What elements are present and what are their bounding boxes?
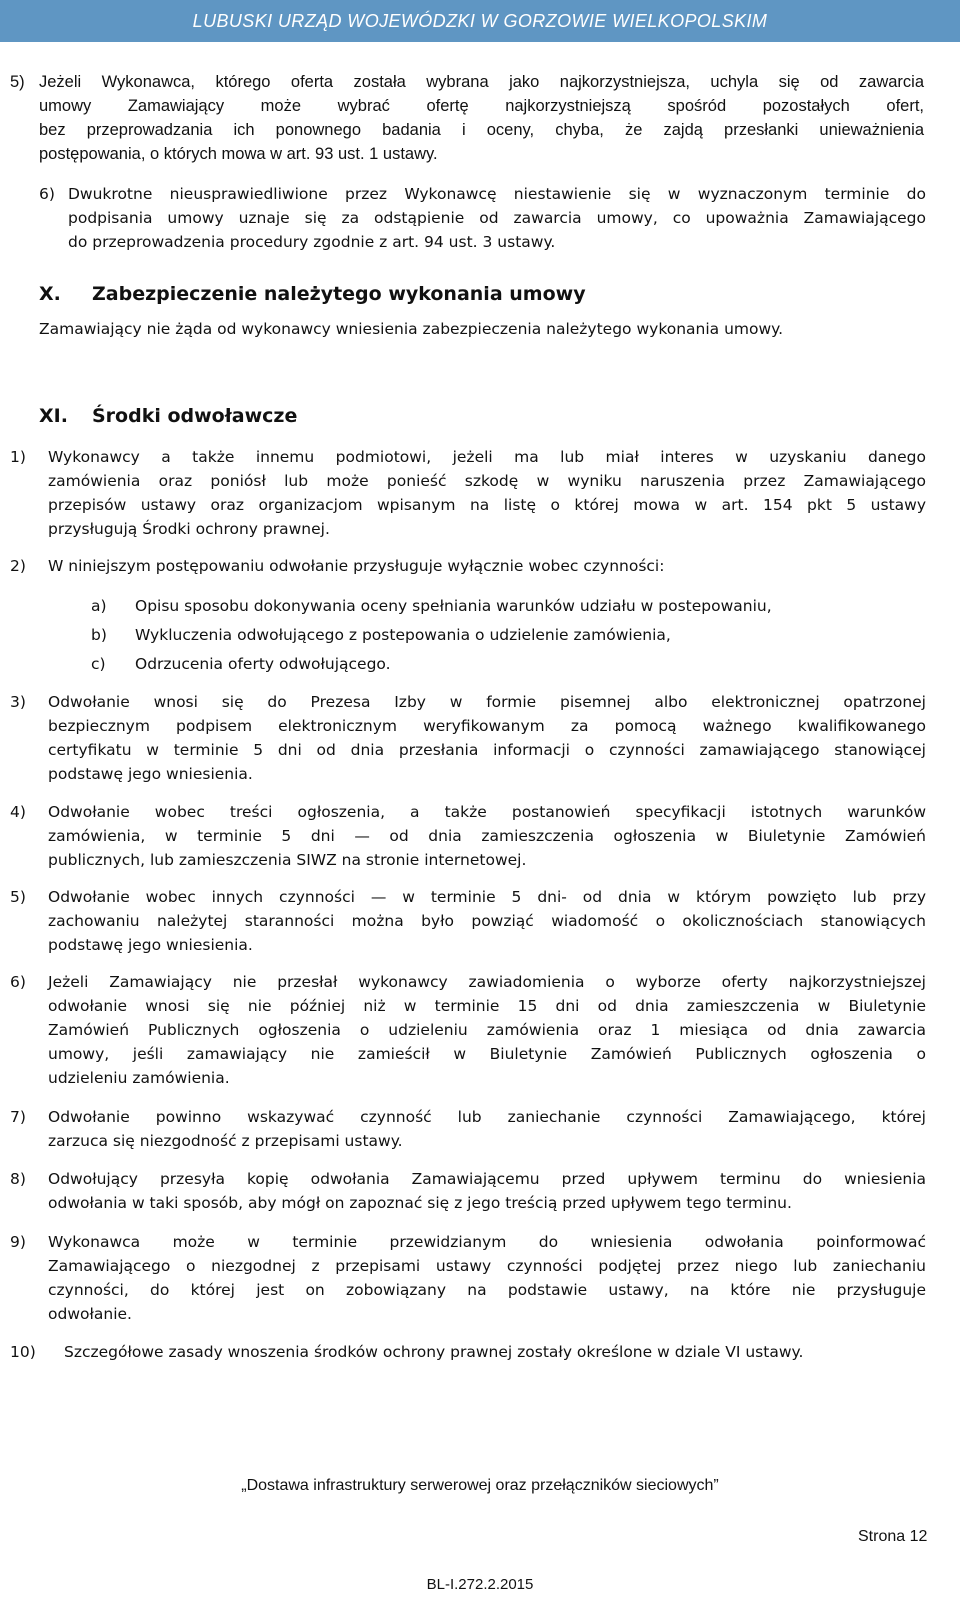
sub-item-a: Opisu sposobu dokonywania oceny spełniania warunków udziału w postepowaniu,: [135, 597, 772, 615]
text-line: podpisania umowy uznaje się za odstąpienie od zawarcia umowy, co upoważnia Zamawiającego: [68, 209, 926, 227]
text-line: bezpiecznym podpisem elektronicznym weryfikowanym za pomocą ważnego kwalifikowanego: [48, 717, 926, 735]
item-number: 4): [10, 803, 26, 821]
header-title: LUBUSKI URZĄD WOJEWÓDZKI W GORZOWIE WIELKOPOLSKIM: [192, 10, 768, 31]
paragraph-5: [39, 70, 924, 166]
text-line: zarzuca się niezgodność z przepisami ustawy.: [48, 1132, 403, 1150]
item-number: 8): [10, 1170, 26, 1188]
footer-title: „Dostawa infrastruktury serwerowej oraz przełączników sieciowych”: [241, 1477, 719, 1494]
item-number: 1): [10, 448, 26, 466]
text-line: Odwołanie wobec innych czynności — w terminie 5 dni- od dnia w którym powzięto lub przy: [48, 888, 926, 906]
text-line: przysługują Środki ochrony prawnej.: [48, 520, 330, 538]
sub-letter: a): [91, 597, 107, 615]
item-5: [48, 885, 926, 957]
text-line: certyfikatu w terminie 5 dni od dnia przesłania informacji o czynności zamawiającego stanowiącej: [48, 741, 926, 759]
section-number: XI.: [39, 405, 68, 427]
sub-item-b: Wykluczenia odwołującego z postepowania o udzielenie zamówienia,: [135, 626, 671, 644]
item-1: [48, 445, 926, 541]
text-line: przepisów ustawy oraz organizacjom wpisanym na listę o której mowa w art. 154 pkt 5 ustawy: [48, 496, 926, 514]
text-line: Zamówień Publicznych ogłoszenia o udzieleniu zamówienia oraz 1 miesiąca od dnia zawarcia: [48, 1021, 926, 1039]
item-number: 9): [10, 1233, 26, 1251]
text-line: Dwukrotne nieusprawiedliwione przez Wykonawcę niestawienie się w wyznaczonym terminie do: [68, 185, 926, 203]
item-number: 6): [10, 973, 26, 991]
section-title: Zabezpieczenie należytego wykonania umowy: [92, 283, 586, 305]
page-number: Strona 12: [858, 1528, 928, 1545]
sub-letter: c): [91, 655, 106, 673]
text-line: publicznych, lub zamieszczenia SIWZ na stronie internetowej.: [48, 851, 527, 869]
text-line: czynności, do której jest on zobowiązany na podstawie ustawy, na które nie przysługuje: [48, 1281, 926, 1299]
item-6: [48, 970, 926, 1090]
text-line: odwołania w taki sposób, aby mógł on zapoznać się z jego treścią przed upływem tego terminu.: [48, 1194, 792, 1212]
section-title: Środki odwoławcze: [92, 405, 298, 427]
item-2-text: W niniejszym postępowaniu odwołanie przysługuje wyłącznie wobec czynności:: [48, 557, 665, 575]
document-code: BL-I.272.2.2015: [426, 1576, 534, 1593]
item-number: 10): [10, 1343, 36, 1361]
text-line: zamówienia oraz poniósł lub może ponieść szkodę w wyniku naruszenia przez Zamawiającego: [48, 472, 926, 490]
item-number: 6): [39, 185, 55, 203]
text-line: odwołanie.: [48, 1305, 132, 1323]
section-text: Zamawiający nie żąda od wykonawcy wniesienia zabezpieczenia należytego wykonania umowy.: [39, 320, 784, 338]
item-number: 7): [10, 1108, 26, 1126]
text-line: Jeżeli Zamawiający nie przesłał wykonawcy zawiadomienia o wyborze oferty najkorzystniejszej: [48, 973, 926, 991]
page-header-bar: [0, 0, 960, 42]
text-line: do przeprowadzenia procedury zgodnie z art. 94 ust. 3 ustawy.: [68, 233, 556, 251]
text-line: zachowaniu należytej staranności można było powziąć wiadomość o okolicznościach stanowiących: [48, 912, 926, 930]
sub-letter: b): [91, 626, 107, 644]
item-10-text: Szczegółowe zasady wnoszenia środków ochrony prawnej zostały określone w dziale VI ustawy.: [64, 1343, 804, 1361]
text-line: umowy Zamawiający może wybrać ofertę najkorzystniejszą spośród pozostałych ofert,: [39, 97, 924, 115]
item-8: [48, 1167, 926, 1215]
text-line: odwołanie wnosi się nie później niż w terminie 15 dni od dnia zamieszczenia w Biuletynie: [48, 997, 926, 1015]
text-line: Odwołanie wobec treści ogłoszenia, a także postanowień specyfikacji istotnych warunków: [48, 803, 926, 821]
text-line: zamówienia, w terminie 5 dni — od dnia zamieszczenia ogłoszenia w Biuletynie Zamówień: [48, 827, 926, 845]
text-line: Wykonawcy a także innemu podmiotowi, jeżeli ma lub miał interes w uzyskaniu danego: [48, 448, 926, 466]
text-line: Odwołanie powinno wskazywać czynność lub zaniechanie czynności Zamawiającego, której: [48, 1108, 926, 1126]
item-9: [48, 1230, 926, 1326]
item-4: [48, 800, 926, 872]
text-line: Wykonawca może w terminie przewidzianym do wniesienia odwołania poinformować: [48, 1233, 926, 1251]
text-line: umowy, jeśli zamawiający nie zamieścił w Biuletynie Zamówień Publicznych ogłoszenia o: [48, 1045, 926, 1063]
item-number: 3): [10, 693, 26, 711]
text-line: Jeżeli Wykonawca, którego oferta została wybrana jako najkorzystniejsza, uchyla się od zawarcia: [39, 73, 924, 91]
paragraph-6: [68, 182, 926, 254]
text-line: postępowania, o których mowa w art. 93 ust. 1 ustawy.: [39, 145, 438, 163]
text-line: podstawę jego wniesienia.: [48, 936, 253, 954]
text-line: Odwołujący przesyła kopię odwołania Zamawiającemu przed upływem terminu do wniesienia: [48, 1170, 926, 1188]
item-number: 5): [10, 888, 26, 906]
item-number: 5): [10, 73, 25, 91]
section-number: X.: [39, 283, 61, 305]
sub-item-c: Odrzucenia oferty odwołującego.: [135, 655, 391, 673]
item-7: [48, 1105, 926, 1153]
text-line: udzieleniu zamówienia.: [48, 1069, 230, 1087]
text-line: Odwołanie wnosi się do Prezesa Izby w formie pisemnej albo elektronicznej opatrzonej: [48, 693, 926, 711]
text-line: podstawę jego wniesienia.: [48, 765, 253, 783]
text-line: bez przeprowadzania ich ponownego badania i oceny, chyba, że zajdą przesłanki unieważnienia: [39, 121, 924, 139]
text-line: Zamawiającego o niezgodnej z przepisami ustawy czynności podjętej przez niego lub zaniechaniu: [48, 1257, 926, 1275]
item-3: [48, 690, 926, 786]
item-number: 2): [10, 557, 26, 575]
